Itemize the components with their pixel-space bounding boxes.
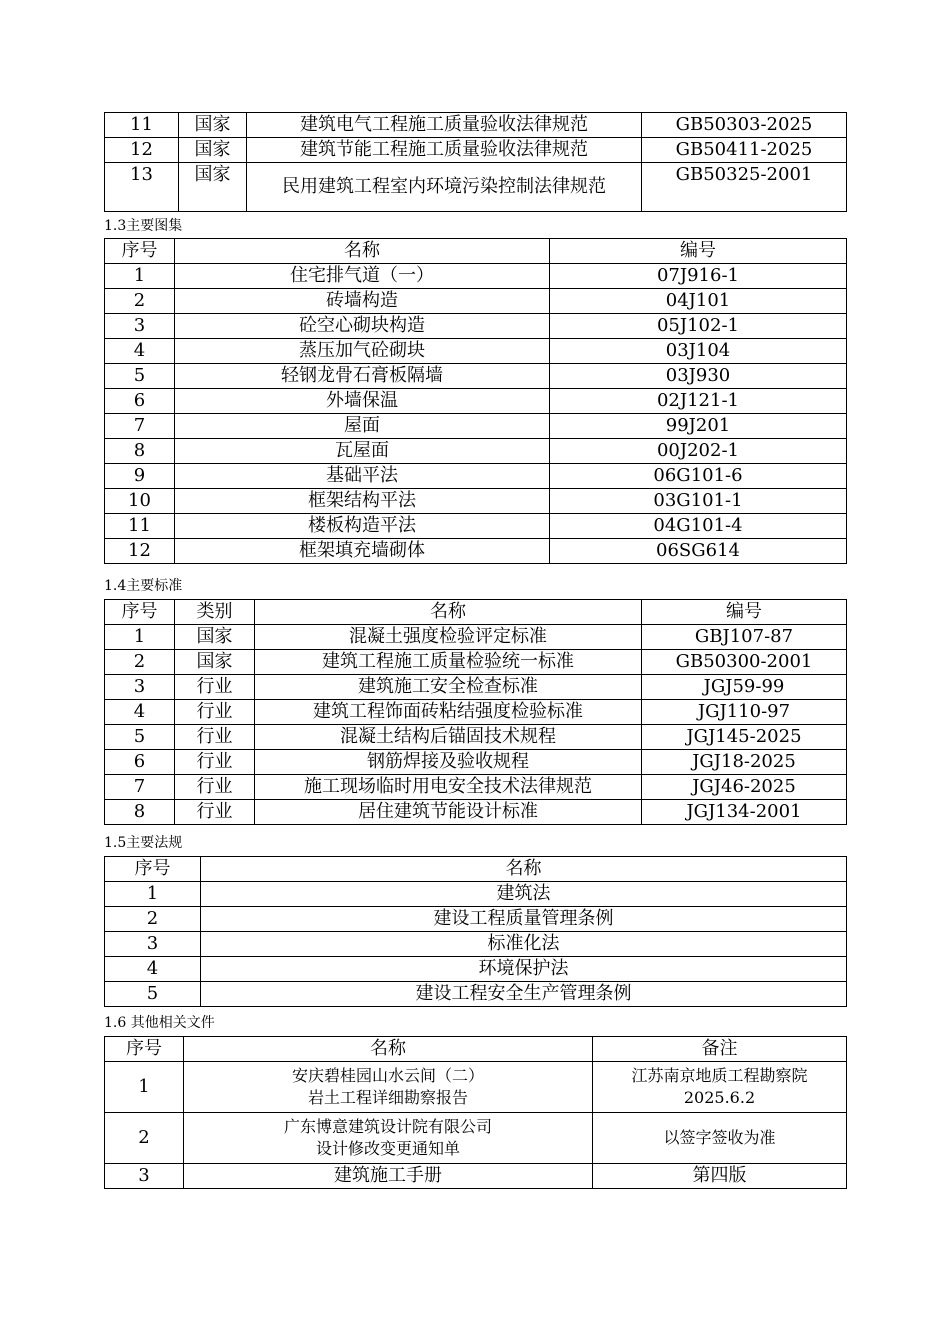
- row-name: 外墙保温: [175, 389, 550, 414]
- table-row: [105, 907, 847, 932]
- row-number: 2: [105, 650, 175, 675]
- row-type: 行业: [175, 675, 255, 700]
- table-row: [105, 364, 847, 389]
- row-name: 建设工程质量管理条例: [201, 907, 847, 932]
- table-row: [105, 882, 847, 907]
- row-name: 建筑电气工程施工质量验收法律规范: [247, 113, 642, 138]
- row-type: 行业: [175, 775, 255, 800]
- table-row: [105, 1113, 847, 1164]
- header-code: 编号: [642, 600, 847, 625]
- header-number: 序号: [105, 857, 201, 882]
- row-name: [184, 1113, 593, 1164]
- row-type: 国家: [175, 650, 255, 675]
- header-note: 备注: [593, 1037, 847, 1062]
- row-name: 砼空心砌块构造: [175, 314, 550, 339]
- row-code: JGJ59-99: [642, 675, 847, 700]
- row-code: 03J104: [550, 339, 847, 364]
- section-title-1-6: 1.6 其他相关文件: [104, 1015, 215, 1031]
- row-code: GB50303-2025: [642, 113, 847, 138]
- standards-table-continued: [104, 112, 847, 212]
- row-number: 3: [105, 1164, 184, 1189]
- row-code: JGJ46-2025: [642, 775, 847, 800]
- table-row: [105, 113, 847, 138]
- row-code: JGJ110-97: [642, 700, 847, 725]
- row-note: 以签字签收为准: [593, 1113, 847, 1164]
- row-name: 砖墙构造: [175, 289, 550, 314]
- row-code: 99J201: [550, 414, 847, 439]
- row-number: 5: [105, 982, 201, 1007]
- row-number: 13: [105, 163, 179, 212]
- table-row: [105, 289, 847, 314]
- row-number: 8: [105, 800, 175, 825]
- row-name: 屋面: [175, 414, 550, 439]
- row-name: 建筑施工手册: [184, 1164, 593, 1189]
- row-code: 04J101: [550, 289, 847, 314]
- row-type: 行业: [175, 725, 255, 750]
- row-number: 3: [105, 314, 175, 339]
- row-code: 00J202-1: [550, 439, 847, 464]
- table-row: [105, 1062, 847, 1113]
- table-row: [105, 539, 847, 564]
- row-code: GB50300-2001: [642, 650, 847, 675]
- table-row: [105, 775, 847, 800]
- row-number: 1: [105, 882, 201, 907]
- table-row: [105, 439, 847, 464]
- table-row: [105, 339, 847, 364]
- table-row: [105, 489, 847, 514]
- row-type: 国家: [175, 625, 255, 650]
- row-type: 行业: [175, 700, 255, 725]
- section-title-1-5: 1.5主要法规: [104, 835, 183, 851]
- table-row: [105, 264, 847, 289]
- row-code: JGJ145-2025: [642, 725, 847, 750]
- row-code: 04G101-4: [550, 514, 847, 539]
- row-name: 瓦屋面: [175, 439, 550, 464]
- row-code: 03J930: [550, 364, 847, 389]
- table-row: [105, 389, 847, 414]
- row-name-line-2: 岩土工程详细勘察报告: [307, 1088, 468, 1107]
- row-number: 2: [105, 907, 201, 932]
- row-name: 建筑施工安全检查标准: [255, 675, 642, 700]
- row-name: 建筑工程饰面砖粘结强度检验标准: [255, 700, 642, 725]
- row-number: 5: [105, 364, 175, 389]
- row-number: 6: [105, 389, 175, 414]
- row-name: 钢筋焊接及验收规程: [255, 750, 642, 775]
- row-number: 5: [105, 725, 175, 750]
- regulations-table: [104, 856, 847, 1007]
- row-note: [593, 1062, 847, 1113]
- table-row: [105, 414, 847, 439]
- header-name: 名称: [184, 1037, 593, 1062]
- table-row: [105, 163, 847, 212]
- row-name: 蒸压加气砼砌块: [175, 339, 550, 364]
- row-name: 居住建筑节能设计标准: [255, 800, 642, 825]
- header-number: 序号: [105, 239, 175, 264]
- row-name: 民用建筑工程室内环境污染控制法律规范: [247, 163, 642, 212]
- row-name: 框架结构平法: [175, 489, 550, 514]
- table-row: [105, 625, 847, 650]
- row-code: GB50325-2001: [642, 163, 847, 212]
- row-number: 11: [105, 514, 175, 539]
- row-name: 建设工程安全生产管理条例: [201, 982, 847, 1007]
- table-row: [105, 464, 847, 489]
- row-name: 框架填充墙砌体: [175, 539, 550, 564]
- header-number: 序号: [105, 1037, 184, 1062]
- row-number: 2: [105, 1113, 184, 1164]
- row-name: 住宅排气道（一）: [175, 264, 550, 289]
- row-number: 6: [105, 750, 175, 775]
- table-row: [105, 514, 847, 539]
- row-name-line-1: 广东博意建筑设计院有限公司: [283, 1117, 492, 1136]
- row-name: 施工现场临时用电安全技术法律规范: [255, 775, 642, 800]
- row-name: 标准化法: [201, 932, 847, 957]
- row-code: 06SG614: [550, 539, 847, 564]
- row-note: 第四版: [593, 1164, 847, 1189]
- table-header-row: [105, 239, 847, 264]
- row-name: 建筑节能工程施工质量验收法律规范: [247, 138, 642, 163]
- table-row: [105, 700, 847, 725]
- table-row: [105, 1164, 847, 1189]
- row-number: 9: [105, 464, 175, 489]
- table-row: [105, 138, 847, 163]
- table-row: [105, 675, 847, 700]
- table-row: [105, 314, 847, 339]
- row-number: 7: [105, 775, 175, 800]
- row-name: 轻钢龙骨石膏板隔墙: [175, 364, 550, 389]
- row-code: JGJ134-2001: [642, 800, 847, 825]
- row-name: 建筑工程施工质量检验统一标准: [255, 650, 642, 675]
- header-name: 名称: [175, 239, 550, 264]
- table-row: [105, 957, 847, 982]
- row-name: 楼板构造平法: [175, 514, 550, 539]
- header-name: 名称: [201, 857, 847, 882]
- table-row: [105, 800, 847, 825]
- row-number: 3: [105, 675, 175, 700]
- row-number: 1: [105, 625, 175, 650]
- row-code: GBJ107-87: [642, 625, 847, 650]
- row-note-line-1: 江苏南京地质工程勘察院: [631, 1066, 808, 1085]
- row-code: JGJ18-2025: [642, 750, 847, 775]
- standards-table: [104, 599, 847, 825]
- table-header-row: [105, 600, 847, 625]
- row-name: 建筑法: [201, 882, 847, 907]
- row-code: 03G101-1: [550, 489, 847, 514]
- row-number: 10: [105, 489, 175, 514]
- section-title-1-4: 1.4主要标准: [104, 578, 183, 594]
- header-number: 序号: [105, 600, 175, 625]
- row-number: 1: [105, 264, 175, 289]
- other-documents-table: [104, 1036, 847, 1189]
- table-row: [105, 750, 847, 775]
- row-code: GB50411-2025: [642, 138, 847, 163]
- row-type: 国家: [179, 138, 247, 163]
- table-row: [105, 932, 847, 957]
- row-type: 国家: [179, 163, 247, 212]
- row-number: 1: [105, 1062, 184, 1113]
- row-name-line-2: 设计修改变更通知单: [315, 1139, 460, 1158]
- row-name: 环境保护法: [201, 957, 847, 982]
- row-note-line-2: 2025.6.2: [683, 1088, 756, 1107]
- row-number: 8: [105, 439, 175, 464]
- table-row: [105, 982, 847, 1007]
- row-type: 国家: [179, 113, 247, 138]
- row-name: 混凝土强度检验评定标准: [255, 625, 642, 650]
- row-code: 05J102-1: [550, 314, 847, 339]
- row-number: 7: [105, 414, 175, 439]
- row-number: 12: [105, 138, 179, 163]
- header-type: 类别: [175, 600, 255, 625]
- row-name: [184, 1062, 593, 1113]
- table-row: [105, 725, 847, 750]
- row-number: 11: [105, 113, 179, 138]
- atlas-table: [104, 238, 847, 564]
- header-name: 名称: [255, 600, 642, 625]
- row-number: 3: [105, 932, 201, 957]
- row-code: 02J121-1: [550, 389, 847, 414]
- row-number: 4: [105, 339, 175, 364]
- row-number: 12: [105, 539, 175, 564]
- row-name-line-1: 安庆碧桂园山水云间（二）: [291, 1066, 484, 1085]
- row-code: 06G101-6: [550, 464, 847, 489]
- row-number: 4: [105, 957, 201, 982]
- table-header-row: [105, 857, 847, 882]
- section-title-1-3: 1.3主要图集: [104, 218, 183, 234]
- row-type: 行业: [175, 750, 255, 775]
- row-code: 07J916-1: [550, 264, 847, 289]
- row-type: 行业: [175, 800, 255, 825]
- row-number: 2: [105, 289, 175, 314]
- row-number: 4: [105, 700, 175, 725]
- table-row: [105, 650, 847, 675]
- row-name: 基础平法: [175, 464, 550, 489]
- header-code: 编号: [550, 239, 847, 264]
- row-name: 混凝土结构后锚固技术规程: [255, 725, 642, 750]
- table-header-row: [105, 1037, 847, 1062]
